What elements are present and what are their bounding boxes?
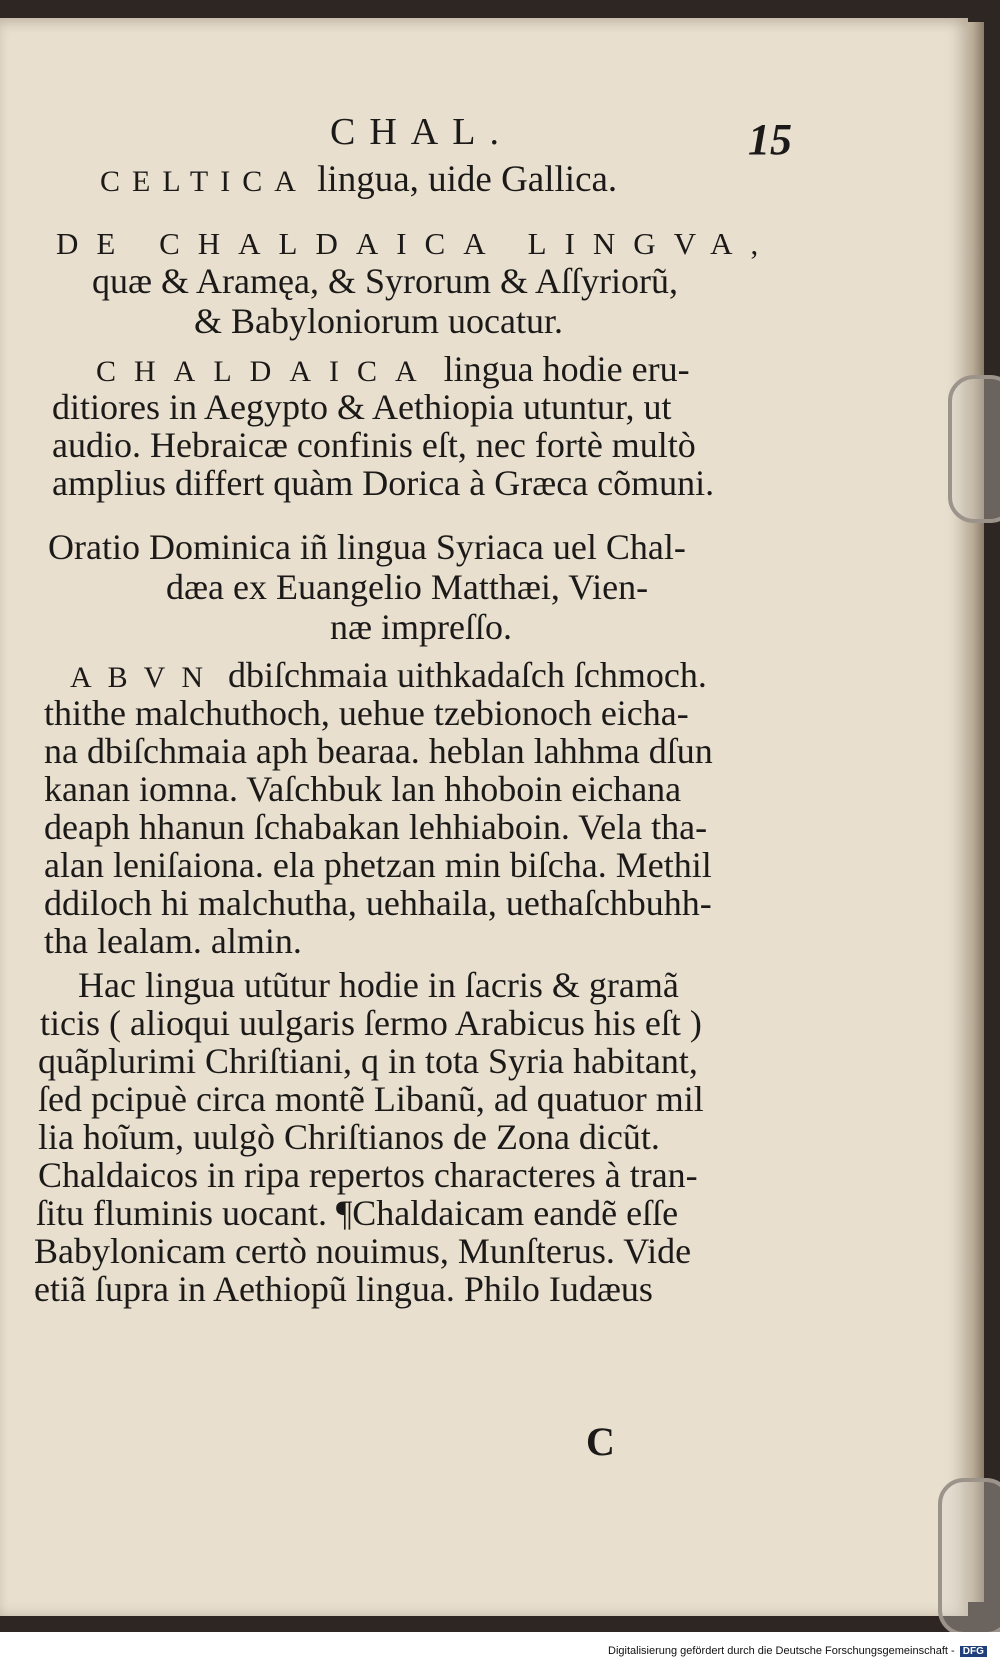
intro-line-2: ditiores in Aegypto & Aethiopia utuntur, ut: [52, 387, 672, 427]
usage-line-7: ſitu fluminis uocant. ¶Chaldaicam eandẽ eſſe: [36, 1193, 679, 1233]
prayer-line-6: alan leniſaiona. ela phetzan min biſcha. Methil: [44, 845, 712, 885]
usage-line-1: Hac lingua utũtur hodie in ſacris & gramã: [78, 965, 679, 1005]
footer-credit-text: Digitalisierung gefördert durch die Deutsche Forschungsgemeinschaft -: [608, 1645, 955, 1657]
prayer-line-1: [70, 654, 707, 696]
usage-line-3: quãplurimi Chriſtiani, q in tota Syria habitant,: [38, 1041, 698, 1081]
intro-lead: CHALDAICA: [96, 355, 435, 388]
intro-line-4: amplius differt quàm Dorica à Græca cõmuni.: [52, 463, 715, 503]
prayer-line-1-text: dbiſchmaia uithkadaſch ſchmoch.: [228, 655, 707, 695]
clasp-top: [948, 375, 1000, 523]
celtica-lead: CELTICA: [100, 165, 308, 198]
usage-line-5: lia hoĩum, uulgò Chriſtianos de Zona dicũt.: [38, 1117, 660, 1157]
running-head: CHAL.: [330, 111, 513, 153]
oratio-title-line3: næ impreſſo.: [330, 607, 512, 647]
usage-line-6: Chaldaicos in ripa repertos characteres à tran-: [38, 1155, 698, 1195]
prayer-line-4: kanan iomna. Vaſchbuk lan hhoboin eichana: [44, 769, 682, 809]
usage-line-4: ſed pcipuè circa montẽ Libanũ, ad quatuor mil: [38, 1079, 704, 1119]
usage-line-9: etiã ſupra in Aethiopũ lingua. Philo Iudæus: [34, 1269, 653, 1309]
section-heading-line2: quæ & Aramęa, & Syrorum & Aſſyriorũ,: [92, 261, 678, 301]
footer-credit: [608, 1645, 987, 1657]
prayer-line-7: ddiloch hi malchutha, uehhaila, uethaſchbuhh-: [44, 883, 712, 923]
book-page: [0, 18, 968, 1616]
oratio-title-line2: dæa ex Euangelio Matthæi, Vien-: [166, 567, 649, 607]
dfg-logo: DFG: [960, 1646, 987, 1657]
prayer-lead: ABVN: [70, 661, 220, 694]
oratio-title-line1: Oratio Dominica iñ lingua Syriaca uel Chal-: [48, 527, 686, 567]
page-number: 15: [748, 115, 792, 164]
celtica-line: [100, 158, 617, 201]
celtica-rest: lingua, uide Gallica.: [317, 159, 618, 200]
intro-line-3: audio. Hebraicæ confinis eſt, nec fortè multò: [52, 425, 696, 465]
intro-line-1-text: lingua hodie eru-: [443, 349, 690, 389]
usage-line-8: Babylonicam certò nouimus, Munſterus. Vide: [34, 1231, 692, 1271]
prayer-line-2: thithe malchuthoch, uehue tzebionoch eicha-: [44, 693, 689, 733]
section-heading-line3: & Babyloniorum uocatur.: [194, 301, 563, 341]
prayer-line-8: tha lealam. almin.: [44, 921, 302, 961]
usage-line-2: ticis ( alioqui uulgaris ſermo Arabicus his eſt ): [40, 1003, 702, 1043]
prayer-line-5: deaph hhanun ſchabakan lehhiaboin. Vela tha-: [44, 807, 708, 847]
prayer-line-3: na dbiſchmaia aph bearaa. heblan lahhma dſun: [44, 731, 713, 771]
intro-line-1: [96, 348, 690, 390]
section-heading-line1: DE CHALDAICA LINGVA,: [56, 226, 777, 261]
clasp-bottom: [938, 1478, 1000, 1632]
signature-mark: C: [586, 1419, 615, 1464]
